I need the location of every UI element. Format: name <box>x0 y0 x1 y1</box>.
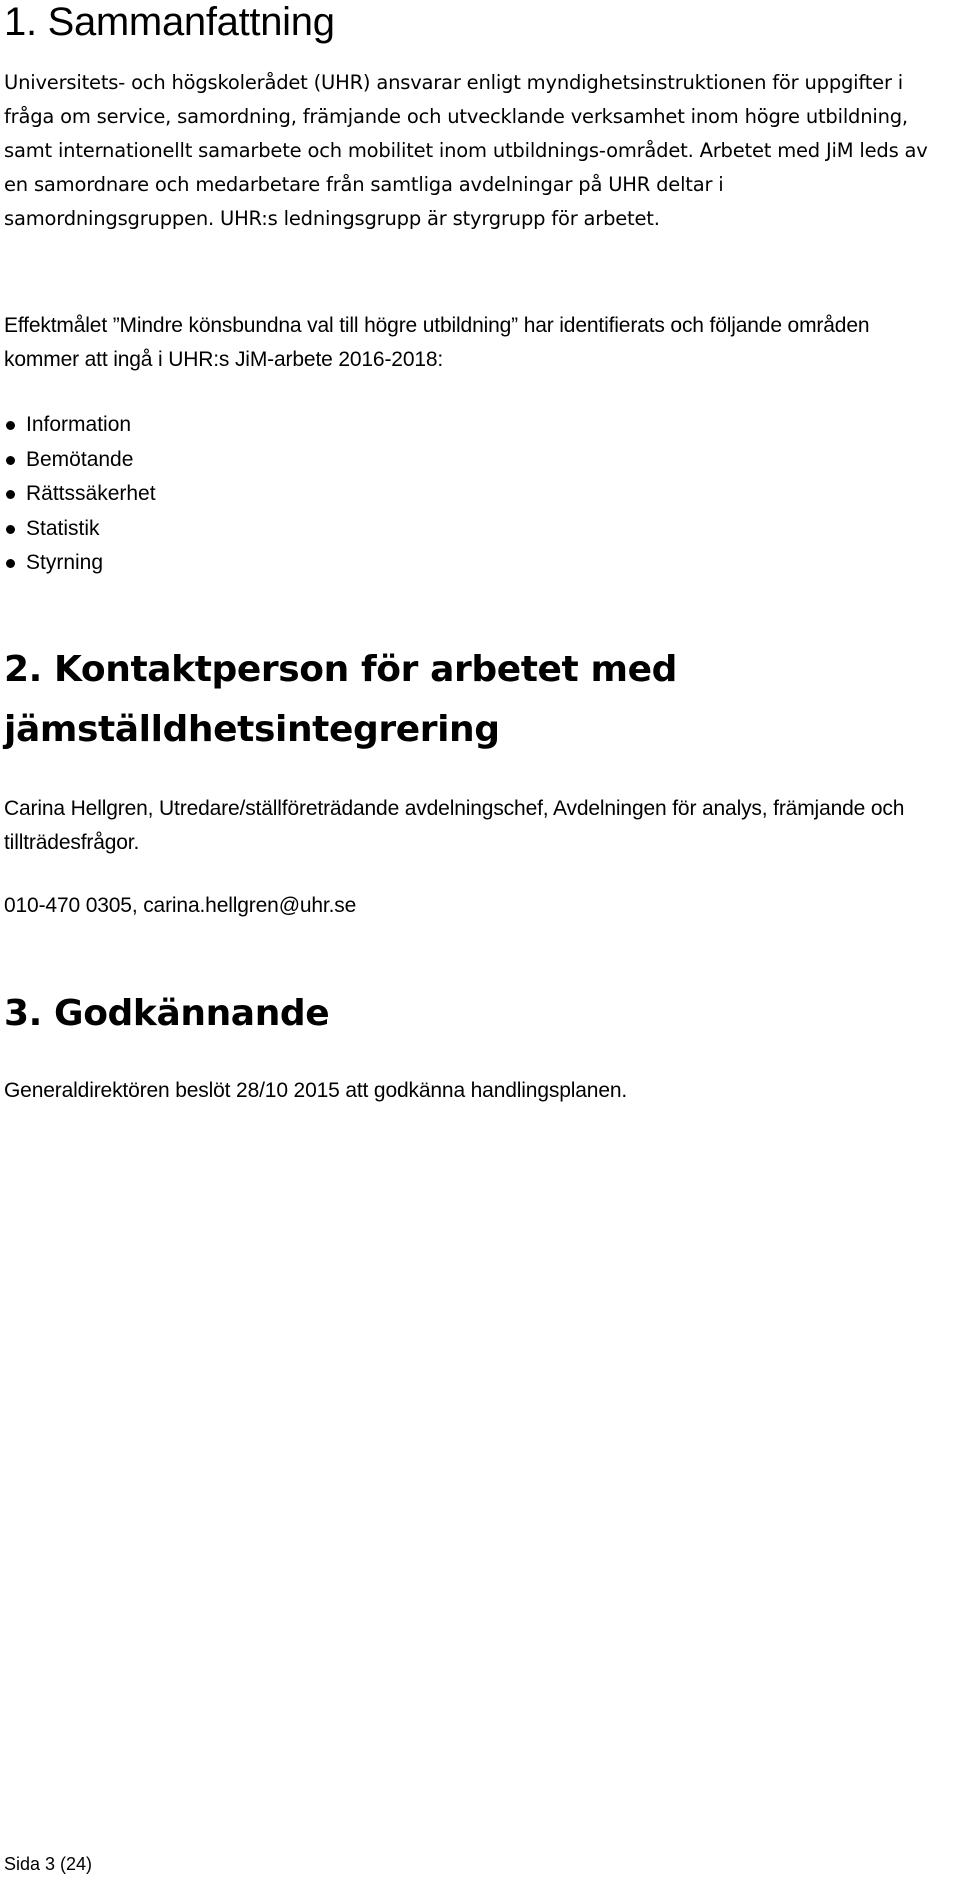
list-item: Statistik <box>4 512 156 547</box>
section-3-heading: 3. Godkännande <box>4 993 330 1034</box>
areas-list <box>4 408 156 581</box>
section-1-paragraph-1: Universitets- och högskolerådet (UHR) ansvarar enligt myndighetsinstruktionen för uppgifter i fråga om service, samordning, främjande och utvecklande verksamhet inom högre utbildning, samt internationellt samarbete och mobilitet inom utbildnings-området. Arbetet med JiM leds av en samordnare och medarbetare från samtliga avdelningar på UHR deltar i samordningsgruppen. UHR:s ledningsgrupp är styrgrupp för arbetet. <box>4 71 928 230</box>
bullet-icon <box>6 490 15 499</box>
list-item: Information <box>4 408 156 443</box>
list-item: Bemötande <box>4 443 156 478</box>
section-1-heading: 1. Sammanfattning <box>4 0 335 44</box>
bullet-icon <box>6 421 15 430</box>
bullet-icon <box>6 525 15 534</box>
contact-person: Carina Hellgren, Utredare/ställföreträdande avdelningschef, Avdelningen för analys, främjande och tillträdesfrågor. <box>4 797 905 854</box>
contact-details: 010-470 0305, carina.hellgren@uhr.se <box>4 894 357 917</box>
list-item: Rättssäkerhet <box>4 477 156 512</box>
section-2-heading: 2. Kontaktperson för arbetet med jämställdhetsintegrering <box>4 649 677 750</box>
list-item: Styrning <box>4 546 156 581</box>
bullet-icon <box>6 559 15 568</box>
section-1-paragraph-2: Effektmålet ”Mindre könsbundna val till högre utbildning” har identifierats och följande områden kommer att ingå i UHR:s JiM-arbete 2016-2018: <box>4 314 870 371</box>
page-number: Sida 3 (24) <box>4 1854 93 1874</box>
bullet-icon <box>6 456 15 465</box>
approval-text: Generaldirektören beslöt 28/10 2015 att godkänna handlingsplanen. <box>4 1079 628 1102</box>
